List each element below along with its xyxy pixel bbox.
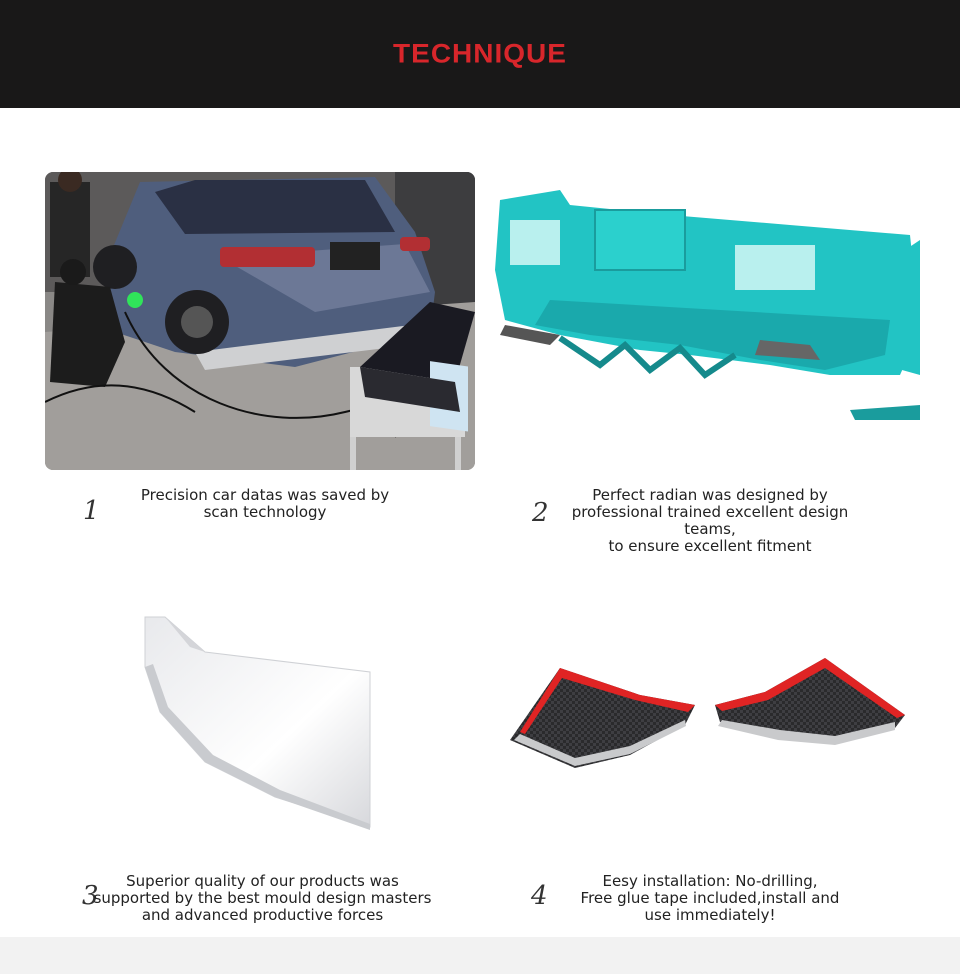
caption-line: to ensure excellent fitment — [608, 537, 812, 555]
mould-part-image — [135, 612, 380, 837]
step-caption-3 — [90, 873, 435, 924]
scan-render-image — [490, 180, 920, 440]
caption-line: Precision car datas was saved by — [140, 486, 390, 504]
step-number-3: 3 — [82, 881, 99, 911]
step-number-2: 2 — [532, 498, 549, 528]
caption-line: Eesy installation: No-drilling, — [602, 872, 818, 890]
caption-line: Free glue tape included,install and — [580, 889, 840, 907]
step-number-1: 1 — [83, 496, 100, 526]
step-caption-1 — [130, 487, 400, 521]
scan-photo — [45, 172, 475, 470]
caption-line: and advanced productive forces — [141, 906, 384, 924]
caption-line: professional trained excellent design teams, — [571, 503, 849, 538]
caption-line: use immediately! — [644, 906, 776, 924]
header-banner — [0, 0, 960, 108]
step-caption-4 — [570, 873, 850, 924]
step-number-4: 4 — [531, 881, 548, 911]
footer-band — [0, 937, 960, 974]
caption-line: supported by the best mould design masters — [93, 889, 432, 907]
caption-line: Superior quality of our products was — [126, 872, 399, 890]
caption-line: scan technology — [203, 503, 327, 521]
step-caption-2 — [545, 487, 875, 555]
page-title: TECHNIQUE — [393, 38, 567, 69]
carbon-part-image — [500, 650, 915, 775]
caption-line: Perfect radian was designed by — [592, 486, 828, 504]
